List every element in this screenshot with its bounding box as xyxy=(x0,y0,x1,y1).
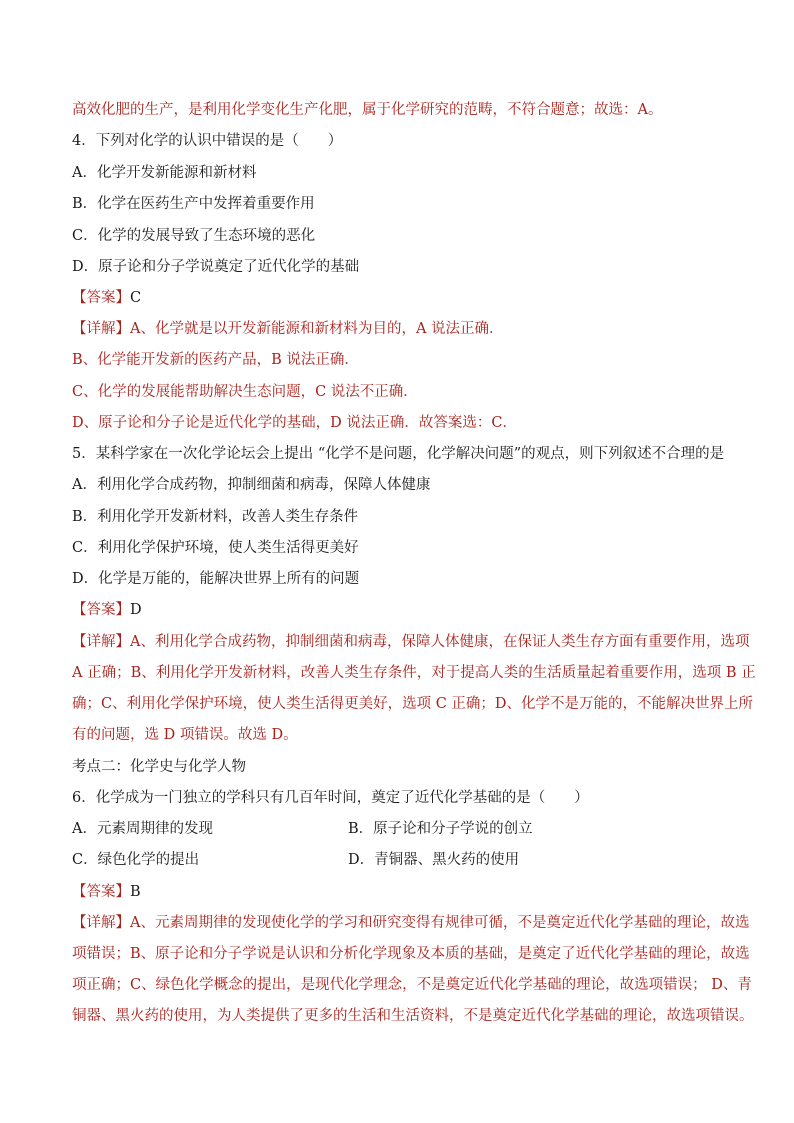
q4-detail-line-4: D、原子论和分子论是近代化学的基础，D 说法正确．故答案选：C． xyxy=(72,415,517,431)
q6-option-a: A．元素周期律的发现 xyxy=(72,821,213,837)
q5-detail-line-1 xyxy=(72,632,750,652)
detail-text: A、化学就是以开发新能源和新材料为目的，A 说法正确． xyxy=(130,321,504,337)
q5-option-c: C．利用化学保护环境，使人类生活得更美好 xyxy=(72,540,359,556)
q6-option-c: C．绿色化学的提出 xyxy=(72,852,200,868)
q6-detail-line-3: 项正确；C、绿色化学概念的提出，是现代化学理念，不是奠定近代化学基础的理论，故选项错误； D、青 xyxy=(72,977,752,993)
detail-tag: 【详解】 xyxy=(72,915,130,931)
detail-text: A、利用化学合成药物，抑制细菌和病毒，保障人体健康，在保证人类生存方面有重要作用，选项 xyxy=(130,634,750,650)
answer-value: D xyxy=(130,602,142,618)
detail-tag: 【详解】 xyxy=(72,321,130,337)
q4-option-c: C．化学的发展导致了生态环境的恶化 xyxy=(72,228,316,244)
q6-option-b: B．原子论和分子学说的创立 xyxy=(348,821,533,837)
q4-detail-line-3: C、化学的发展能帮助解决生态问题，C 说法不正确． xyxy=(72,384,418,400)
q5-detail-line-3: 确；C、利用化学保护环境，使人类生活得更美好，选项 C 正确；D、化学不是万能的，不能解决世界上所 xyxy=(72,696,754,712)
q4-detail-line-2: B、化学能开发新的医药产品，B 说法正确． xyxy=(72,352,359,368)
q6-stem: 6．化学成为一门独立的学科只有几百年时间，奠定了近代化学基础的是（ ） xyxy=(72,790,589,806)
detail-tag: 【详解】 xyxy=(72,634,130,650)
q5-detail-line-2: A 正确；B、利用化学开发新材料，改善人类生存条件，对于提高人类的生活质量起着重要作用，选项 B 正 xyxy=(72,665,756,681)
section-heading: 考点二：化学史与化学人物 xyxy=(72,759,246,775)
q5-option-b: B．利用化学开发新材料，改善人类生存条件 xyxy=(72,509,359,525)
q5-answer xyxy=(72,600,724,620)
answer-tag: 【答案】 xyxy=(72,602,130,618)
q6-answer xyxy=(72,882,724,902)
answer-tag: 【答案】 xyxy=(72,884,130,900)
q4-option-a: A．化学开发新能源和新材料 xyxy=(72,165,257,181)
q4-option-b: B．化学在医药生产中发挥着重要作用 xyxy=(72,196,315,212)
detail-text: A、元素周期律的发现使化学的学习和研究变得有规律可循，不是奠定近代化学基础的理论，故选 xyxy=(130,915,750,931)
q6-option-d: D．青铜器、黑火药的使用 xyxy=(348,852,520,868)
intro-text: 高效化肥的生产，是利用化学变化生产化肥，属于化学研究的范畴，不符合题意；故选：A。 xyxy=(72,102,663,118)
q6-options-row-2 xyxy=(72,850,724,870)
q4-detail-line-1 xyxy=(72,319,724,339)
answer-value: C xyxy=(130,290,142,306)
q4-stem: 4．下列对化学的认识中错误的是（ ） xyxy=(72,133,343,149)
q6-detail-line-1 xyxy=(72,913,750,933)
q6-options-row-1 xyxy=(72,819,724,839)
q5-detail-line-4: 有的问题，选 D 项错误。故选 D。 xyxy=(72,727,298,743)
q4-answer xyxy=(72,288,724,308)
q4-option-d: D．原子论和分子学说奠定了近代化学的基础 xyxy=(72,259,360,275)
q5-option-d: D．化学是万能的，能解决世界上所有的问题 xyxy=(72,571,360,587)
answer-tag: 【答案】 xyxy=(72,290,130,306)
q5-option-a: A．利用化学合成药物，抑制细菌和病毒，保障人体健康 xyxy=(72,477,431,493)
q5-stem: 5．某科学家在一次化学论坛会上提出 “化学不是问题，化学解决问题”的观点，则下列叙述不合理的是 xyxy=(72,446,725,462)
q6-detail-line-2: 项错误；B、原子论和分子学说是认识和分析化学现象及本质的基础，是奠定了近代化学基础的理论，故选 xyxy=(72,946,750,962)
q6-detail-line-4: 铜器、黑火药的使用，为人类提供了更多的生活和生活资料，不是奠定近代化学基础的理论，故选项错误。 xyxy=(72,1008,754,1024)
answer-value: B xyxy=(130,884,141,900)
